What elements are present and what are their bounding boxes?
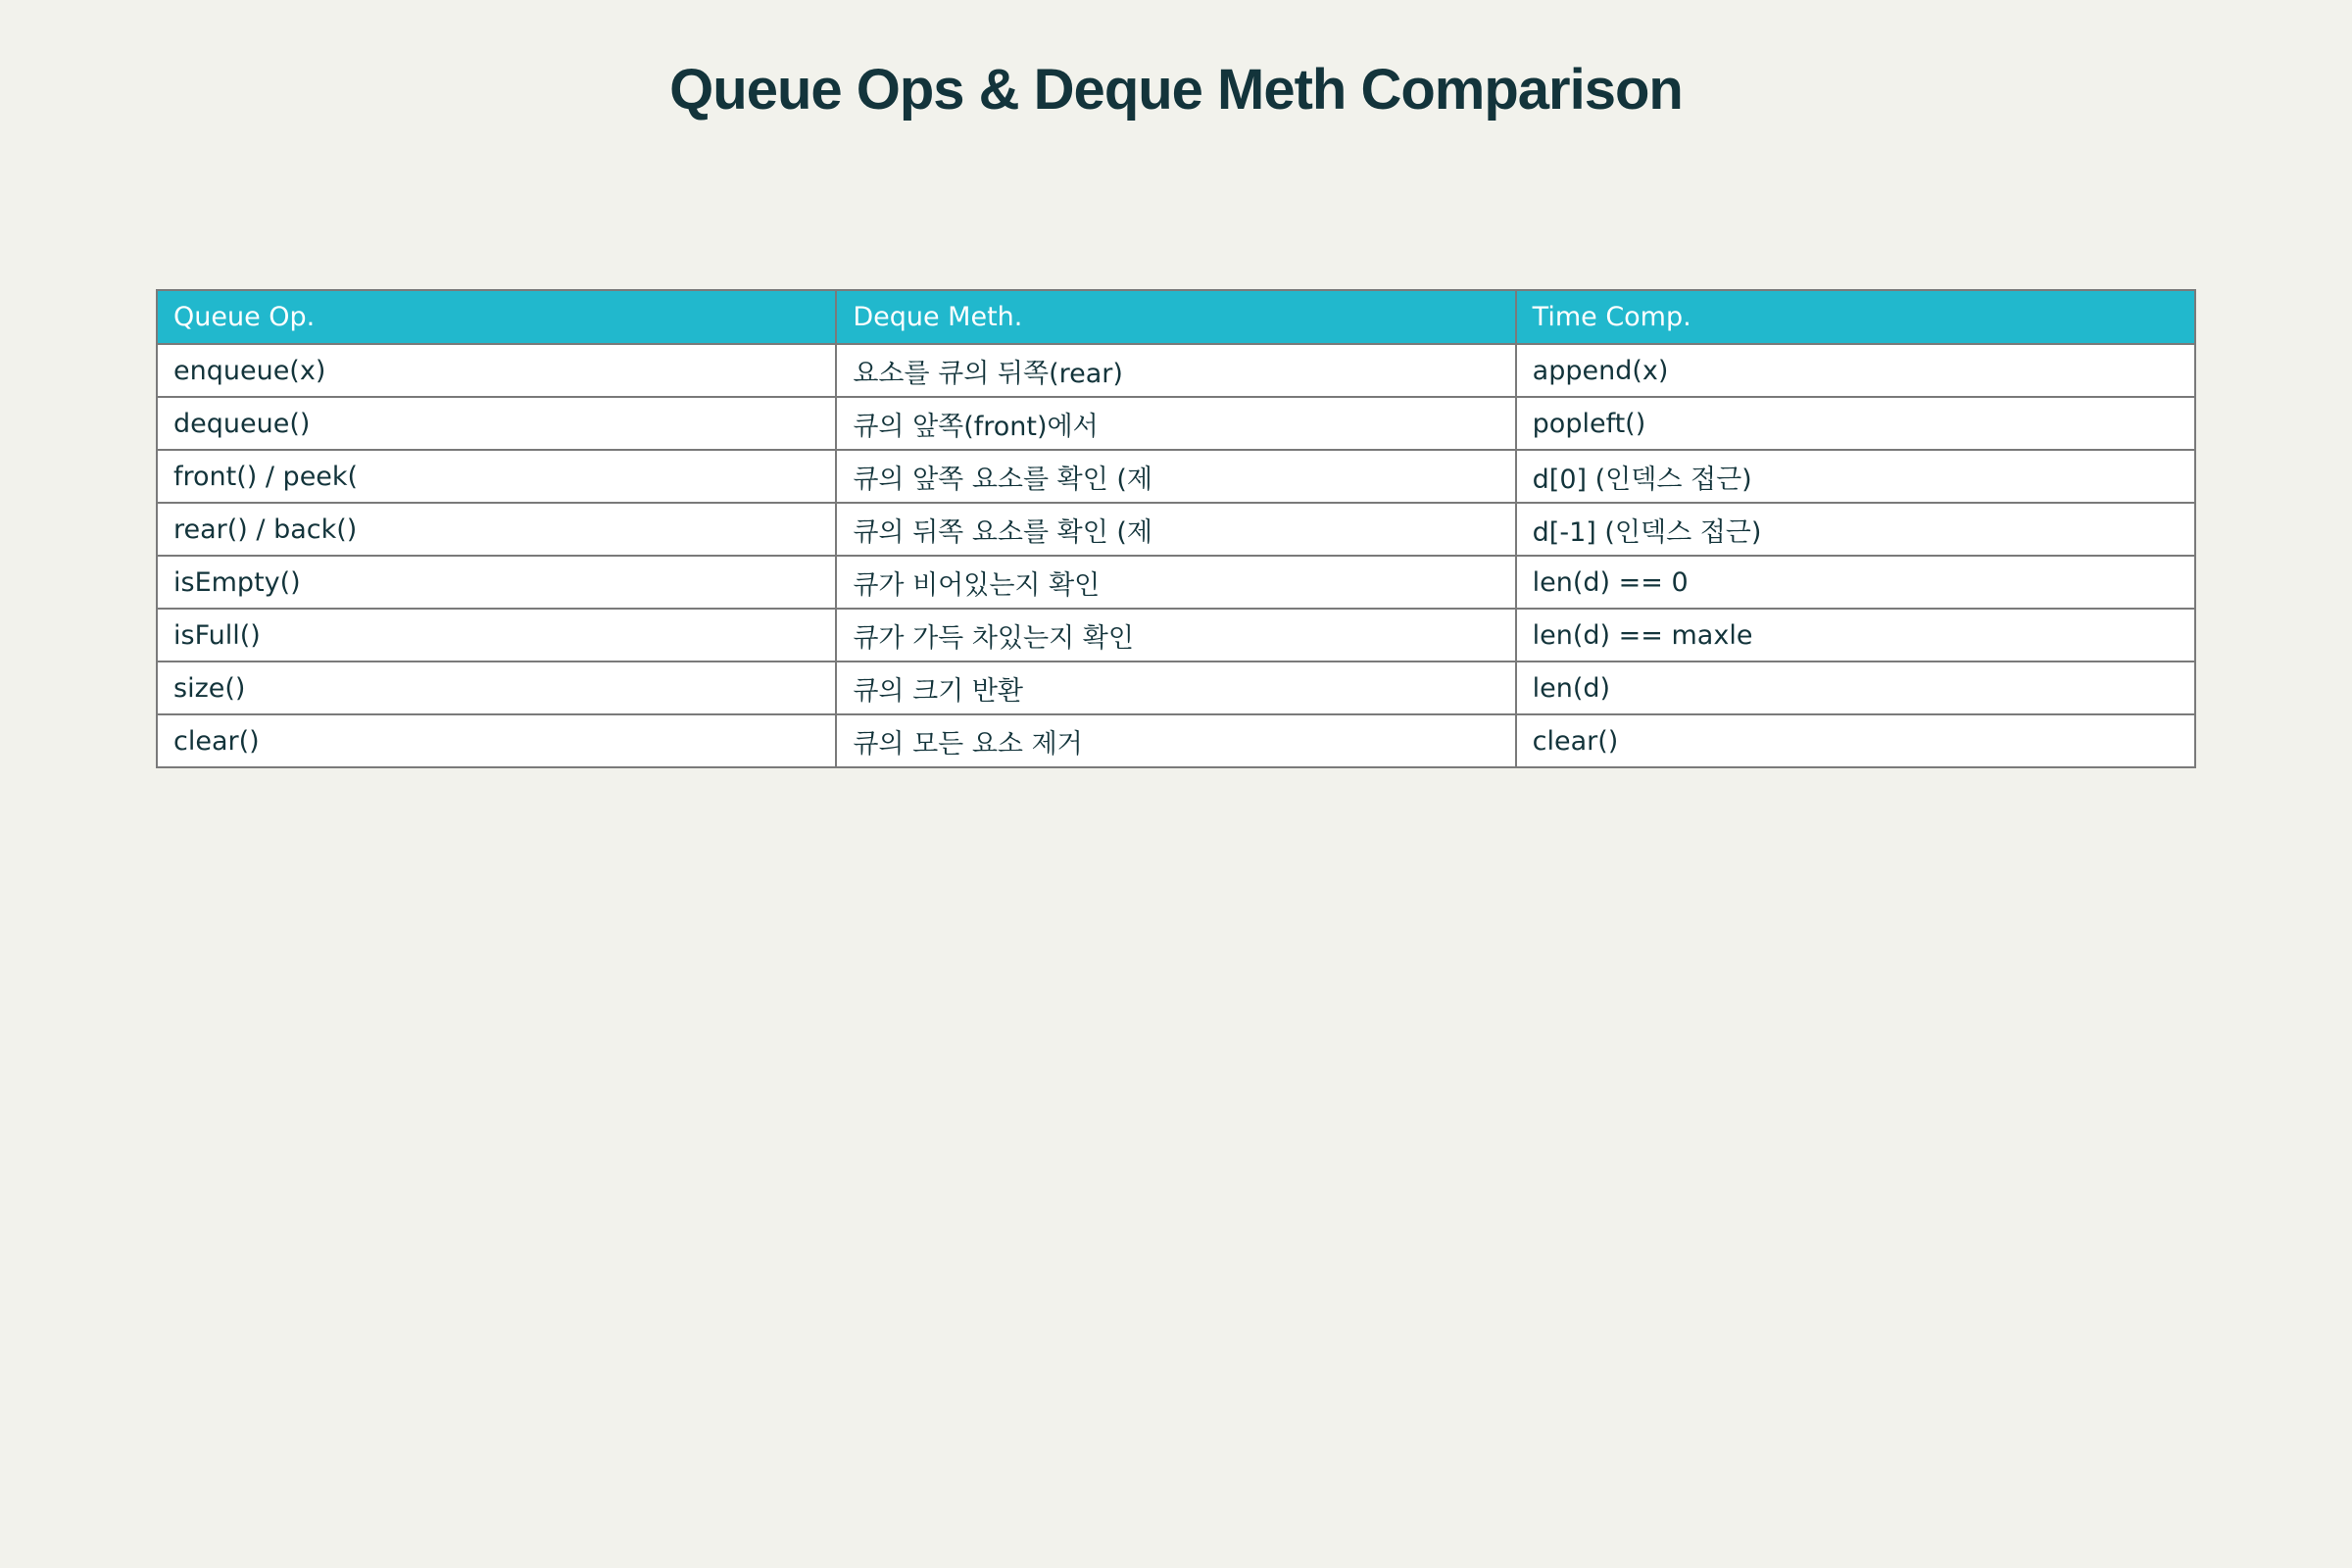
cell-time-comp: clear() [1516,714,2195,767]
comparison-table [156,289,2196,768]
header-queue-op: Queue Op. [157,290,836,344]
table-header [157,290,2195,344]
table-row [157,556,2195,609]
table-row [157,662,2195,714]
chart-title: Queue Ops & Deque Meth Comparison [669,58,1683,122]
cell-queue-op: isEmpty() [157,556,836,609]
cell-deque-meth: 큐의 크기 반환 [836,662,1515,714]
cell-deque-meth: 큐가 비어있는지 확인 [836,556,1515,609]
cell-deque-meth: 큐의 앞쪽 요소를 확인 (제 [836,450,1515,503]
cell-queue-op: dequeue() [157,397,836,450]
cell-deque-meth: 큐의 모든 요소 제거 [836,714,1515,767]
table-row [157,714,2195,767]
cell-queue-op: isFull() [157,609,836,662]
table-body [157,344,2195,767]
table-row [157,609,2195,662]
cell-time-comp: len(d) == 0 [1516,556,2195,609]
cell-time-comp: popleft() [1516,397,2195,450]
table-row [157,450,2195,503]
cell-deque-meth: 큐의 뒤쪽 요소를 확인 (제 [836,503,1515,556]
cell-deque-meth: 큐가 가득 차있는지 확인 [836,609,1515,662]
comparison-table-container [156,289,2196,768]
table-row [157,397,2195,450]
cell-time-comp: append(x) [1516,344,2195,397]
cell-queue-op: size() [157,662,836,714]
cell-queue-op: enqueue(x) [157,344,836,397]
cell-deque-meth: 큐의 앞쪽(front)에서 [836,397,1515,450]
cell-time-comp: d[0] (인덱스 접근) [1516,450,2195,503]
cell-queue-op: rear() / back() [157,503,836,556]
cell-queue-op: clear() [157,714,836,767]
cell-time-comp: len(d) [1516,662,2195,714]
header-deque-meth: Deque Meth. [836,290,1515,344]
header-row [157,290,2195,344]
cell-queue-op: front() / peek( [157,450,836,503]
table-row [157,503,2195,556]
cell-deque-meth: 요소를 큐의 뒤쪽(rear) [836,344,1515,397]
table-row [157,344,2195,397]
cell-time-comp: len(d) == maxle [1516,609,2195,662]
header-time-comp: Time Comp. [1516,290,2195,344]
cell-time-comp: d[-1] (인덱스 접근) [1516,503,2195,556]
